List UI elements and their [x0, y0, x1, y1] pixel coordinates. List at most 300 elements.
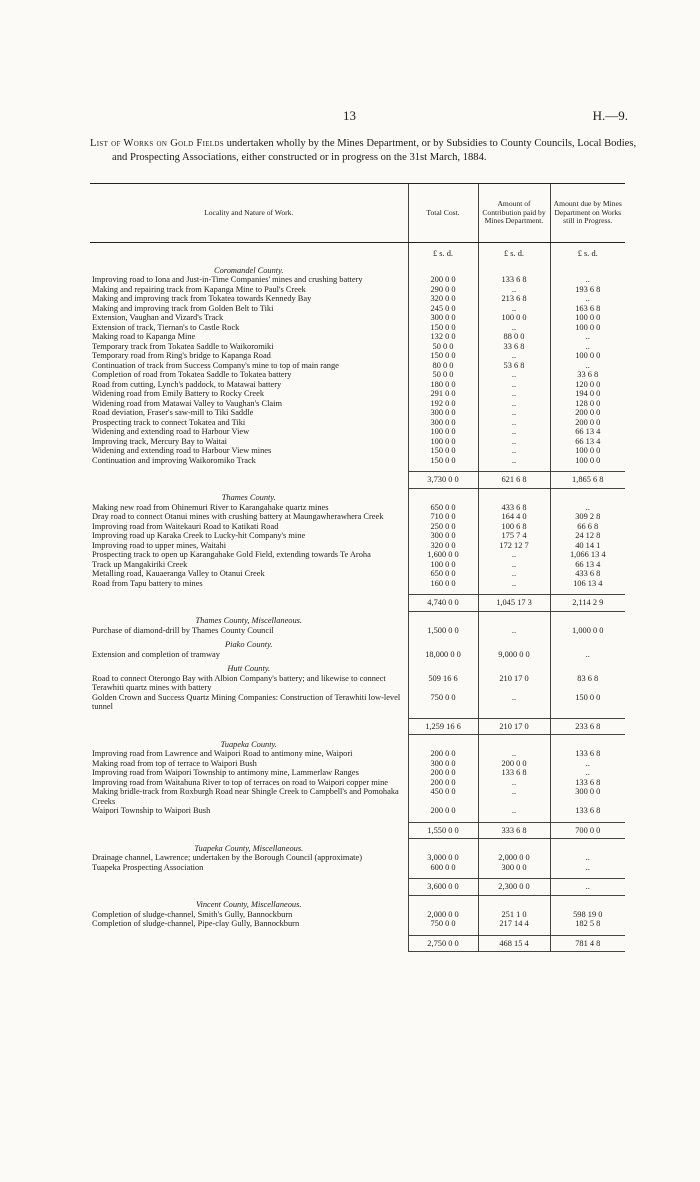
empty-cell [550, 611, 625, 626]
empty-cell [550, 635, 625, 650]
table-row [90, 650, 625, 660]
contribution-paid-cell: .. [478, 806, 550, 816]
total-cost-cell: 450 0 0 [408, 787, 478, 806]
section-total-row [90, 935, 625, 952]
header-locality: Locality and Nature of Work. [90, 184, 408, 243]
currency-total: £ s. d. [408, 243, 478, 261]
empty-cell [478, 635, 550, 650]
empty-cell [478, 261, 550, 276]
section-total-row [90, 879, 625, 896]
works-table-container [90, 183, 625, 952]
contribution-paid-cell: 2,000 0 0 [478, 853, 550, 863]
total-cost-cell: 1,600 0 0 [408, 550, 478, 560]
amount-due-cell: 182 5 8 [550, 919, 625, 929]
total-cost-cell: 200 0 0 [408, 806, 478, 816]
contribution-paid-cell: .. [478, 304, 550, 314]
amount-due-cell: .. [550, 650, 625, 660]
amount-due-cell: 598 19 0 [550, 910, 625, 920]
section-total-cost: 1,550 0 0 [408, 822, 478, 839]
work-description: Widening road from Matawai Valley to Vaughan's Claim [92, 398, 282, 408]
contribution-paid-cell: .. [478, 579, 550, 589]
section-heading-row [90, 635, 625, 650]
table-row [90, 863, 625, 873]
section-total-due: 1,865 6 8 [550, 472, 625, 489]
amount-due-cell: 66 13 4 [550, 560, 625, 570]
empty-cell [408, 839, 478, 854]
total-cost-cell: 290 0 0 [408, 285, 478, 295]
contribution-paid-cell: 53 6 8 [478, 361, 550, 371]
total-cost-cell: 3,000 0 0 [408, 853, 478, 863]
amount-due-cell: 193 6 8 [550, 285, 625, 295]
total-cost-cell: 200 0 0 [408, 768, 478, 778]
table-row [90, 749, 625, 759]
work-description: Dray road to connect Otanui mines with crushing battery at Maungawherawhera Creek [92, 512, 384, 521]
section-total-cost: 2,750 0 0 [408, 935, 478, 952]
total-cost-cell: 250 0 0 [408, 522, 478, 532]
work-description: Drainage channel, Lawrence; undertaken by the Borough Council (approximate) [92, 853, 362, 862]
amount-due-cell: .. [550, 503, 625, 513]
amount-due-cell: 309 2 8 [550, 512, 625, 522]
amount-due-cell: 66 13 4 [550, 427, 625, 437]
works-table [90, 183, 625, 952]
amount-due-cell: .. [550, 759, 625, 769]
section-heading: Tuapeka County. [220, 739, 277, 749]
work-description: Widening road from Emily Battery to Rocky Creek [92, 389, 265, 398]
amount-due-cell: .. [550, 853, 625, 863]
amount-due-cell: 433 6 8 [550, 569, 625, 579]
contribution-paid-cell: .. [478, 569, 550, 579]
page-number: 13 [343, 108, 356, 123]
work-description: Road to connect Oterongo Bay with Albion Company's battery; and likewise to connect Terawhiti quartz mines with battery [92, 673, 386, 692]
contribution-paid-cell: .. [478, 285, 550, 295]
contribution-paid-cell: .. [478, 437, 550, 447]
contribution-paid-cell: .. [478, 399, 550, 409]
table-row [90, 541, 625, 551]
total-cost-cell: 300 0 0 [408, 759, 478, 769]
work-description: Completion of sludge-channel, Smith's Gully, Bannockburn [92, 909, 293, 919]
contribution-paid-cell: 133 6 8 [478, 768, 550, 778]
contribution-paid-cell: 217 14 4 [478, 919, 550, 929]
work-description: Improving road to Iona and Just-in-Time Companies' mines and crushing battery [92, 275, 363, 284]
total-cost-cell: 750 0 0 [408, 693, 478, 712]
header-total-cost: Total Cost. [408, 184, 478, 243]
contribution-paid-cell: .. [478, 351, 550, 361]
empty-cell [408, 659, 478, 674]
empty-cell [478, 611, 550, 626]
work-description: Continuation and improving Waikoromiko Track [92, 455, 256, 465]
section-heading: Tuapeka County, Miscellaneous. [194, 843, 304, 853]
amount-due-cell: 100 0 0 [550, 313, 625, 323]
work-description: Road from Tapu battery to mines [92, 578, 203, 588]
amount-due-cell: 133 6 8 [550, 778, 625, 788]
work-description: Prospecting track to connect Tokatea and Tiki [92, 417, 246, 427]
total-cost-cell: 192 0 0 [408, 399, 478, 409]
empty-cell [550, 488, 625, 503]
title-rest: undertaken wholly by the Mines Department, or by Subsidies to County Councils, Local Bodies, and Prospecting Associations, either constructed or in progress on the 31st March, 1884. [112, 138, 637, 163]
work-description: Extension, Vaughan and Vizard's Track [92, 313, 224, 322]
table-row [90, 550, 625, 560]
amount-due-cell: 83 6 8 [550, 674, 625, 693]
total-cost-cell: 300 0 0 [408, 408, 478, 418]
section-total-due: 781 4 8 [550, 935, 625, 952]
table-row [90, 418, 625, 428]
work-description: Improving track, Mercury Bay to Waitai [92, 436, 227, 446]
work-description: Improving road from Waitekauri Road to Katikati Road [92, 521, 279, 531]
section-total-due: 2,114 2 9 [550, 595, 625, 612]
contribution-paid-cell: 433 6 8 [478, 503, 550, 513]
table-row [90, 275, 625, 285]
total-cost-cell: 50 0 0 [408, 342, 478, 352]
page-code: H.—9. [592, 108, 628, 123]
total-cost-cell: 750 0 0 [408, 919, 478, 929]
total-cost-cell: 150 0 0 [408, 446, 478, 456]
amount-due-cell: .. [550, 294, 625, 304]
section-heading-row [90, 261, 625, 276]
empty-cell [408, 488, 478, 503]
work-description: Improving road from Waitahuna River to top of terraces on road to Waipori copper mine [92, 777, 389, 787]
work-description: Temporary track from Tokatea Saddle to Waikoromiki [92, 341, 274, 351]
header-contribution-paid: Amount of Contribution paid by Mines Department. [478, 184, 550, 243]
amount-due-cell: 100 0 0 [550, 446, 625, 456]
work-description: Improving road from Lawrence and Waipori Road to antimony mine, Waipori [92, 749, 353, 758]
contribution-paid-cell: 9,000 0 0 [478, 650, 550, 660]
section-total-row [90, 822, 625, 839]
total-cost-cell: 600 0 0 [408, 863, 478, 873]
section-total-cost: 3,600 0 0 [408, 879, 478, 896]
total-cost-cell: 100 0 0 [408, 560, 478, 570]
work-description: Making and improving track from Golden Belt to Tiki [92, 303, 274, 313]
contribution-paid-cell: .. [478, 389, 550, 399]
amount-due-cell: 66 13 4 [550, 437, 625, 447]
empty-cell [550, 839, 625, 854]
empty-cell [550, 261, 625, 276]
total-cost-cell: 300 0 0 [408, 418, 478, 428]
currency-due: £ s. d. [550, 243, 625, 261]
table-row [90, 778, 625, 788]
work-description: Road deviation, Fraser's saw-mill to Tiki Saddle [92, 408, 254, 417]
table-row [90, 569, 625, 579]
total-cost-cell: 200 0 0 [408, 275, 478, 285]
section-heading: Coromandel County. [214, 265, 284, 275]
work-description: Making bridle-track from Roxburgh Road near Shingle Creek to Campbell's and Pomohaka Creeks [92, 787, 399, 806]
table-row [90, 342, 625, 352]
section-total-due: 700 0 0 [550, 822, 625, 839]
total-cost-cell: 180 0 0 [408, 380, 478, 390]
amount-due-cell: .. [550, 361, 625, 371]
amount-due-cell: 40 14 1 [550, 541, 625, 551]
work-description: Prospecting track to open up Karangahake Gold Field, extending towards Te Aroha [92, 550, 371, 559]
page-header [0, 108, 700, 124]
total-cost-cell: 200 0 0 [408, 778, 478, 788]
section-heading-row [90, 895, 625, 910]
total-cost-cell: 150 0 0 [408, 456, 478, 466]
amount-due-cell: 163 6 8 [550, 304, 625, 314]
work-description: Improving road from Waipori Township to antimony mine, Lammerlaw Ranges [92, 768, 359, 777]
section-total-due: .. [550, 879, 625, 896]
work-description: Completion of road from Tokatea Saddle to Tokatea battery [92, 370, 292, 379]
empty-cell [550, 659, 625, 674]
section-total-row [90, 472, 625, 489]
section-heading: Thames County, Miscellaneous. [195, 616, 303, 625]
currency-row [90, 243, 625, 261]
contribution-paid-cell: 164 4 0 [478, 512, 550, 522]
table-row [90, 910, 625, 920]
table-row [90, 285, 625, 295]
empty-cell [550, 895, 625, 910]
total-cost-cell: 300 0 0 [408, 531, 478, 541]
total-cost-cell: 245 0 0 [408, 304, 478, 314]
amount-due-cell: 1,000 0 0 [550, 626, 625, 636]
amount-due-cell: 1,066 13 4 [550, 550, 625, 560]
contribution-paid-cell: .. [478, 693, 550, 712]
table-row [90, 408, 625, 418]
empty-cell [408, 611, 478, 626]
work-description: Making and repairing track from Kapanga Mine to Paul's Creek [92, 284, 306, 294]
table-row [90, 806, 625, 816]
contribution-paid-cell: .. [478, 550, 550, 560]
section-heading-row [90, 611, 625, 626]
amount-due-cell: 66 6 8 [550, 522, 625, 532]
work-description: Making and improving track from Tokatea towards Kennedy Bay [92, 294, 312, 303]
table-row [90, 579, 625, 589]
table-row [90, 768, 625, 778]
table-row [90, 693, 625, 712]
table-row [90, 313, 625, 323]
work-description: Road from cutting, Lynch's paddock, to Matawai battery [92, 379, 282, 389]
table-row [90, 399, 625, 409]
table-row [90, 560, 625, 570]
contribution-paid-cell: .. [478, 323, 550, 333]
contribution-paid-cell: .. [478, 446, 550, 456]
total-cost-cell: 2,000 0 0 [408, 910, 478, 920]
work-description: Making new road from Ohinemuri River to Karangahake quartz mines [92, 502, 329, 512]
total-cost-cell: 1,500 0 0 [408, 626, 478, 636]
amount-due-cell: 120 0 0 [550, 380, 625, 390]
section-heading-row [90, 659, 625, 674]
section-heading-row [90, 488, 625, 503]
total-label-cell [90, 879, 408, 896]
amount-due-cell: 200 0 0 [550, 418, 625, 428]
total-cost-cell: 150 0 0 [408, 351, 478, 361]
amount-due-cell: 133 6 8 [550, 806, 625, 816]
amount-due-cell: .. [550, 863, 625, 873]
section-heading: Vincent County, Miscellaneous. [196, 900, 302, 909]
contribution-paid-cell: .. [478, 418, 550, 428]
section-heading-row [90, 735, 625, 750]
contribution-paid-cell: 133 6 8 [478, 275, 550, 285]
total-cost-cell: 710 0 0 [408, 512, 478, 522]
amount-due-cell: 100 0 0 [550, 323, 625, 333]
contribution-paid-cell: 210 17 0 [478, 674, 550, 693]
table-row [90, 437, 625, 447]
table-row [90, 427, 625, 437]
contribution-paid-cell: 88 0 0 [478, 332, 550, 342]
table-row [90, 351, 625, 361]
section-heading: Piako County. [225, 640, 273, 649]
table-row [90, 853, 625, 863]
work-description: Purchase of diamond-drill by Thames County Council [92, 625, 274, 635]
table-row [90, 759, 625, 769]
contribution-paid-cell: .. [478, 749, 550, 759]
contribution-paid-cell: .. [478, 560, 550, 570]
contribution-paid-cell: 300 0 0 [478, 863, 550, 873]
amount-due-cell: 100 0 0 [550, 351, 625, 361]
section-heading: Thames County. [221, 493, 276, 502]
total-label-cell [90, 935, 408, 952]
work-description: Track up Mangakiriki Creek [92, 559, 188, 569]
section-total-cost: 4,740 0 0 [408, 595, 478, 612]
table-row [90, 919, 625, 929]
empty-cell [478, 839, 550, 854]
amount-due-cell: .. [550, 768, 625, 778]
section-total-paid: 2,300 0 0 [478, 879, 550, 896]
empty-cell [478, 735, 550, 750]
table-row [90, 531, 625, 541]
total-cost-cell: 132 0 0 [408, 332, 478, 342]
contribution-paid-cell: 100 6 8 [478, 522, 550, 532]
total-cost-cell: 650 0 0 [408, 569, 478, 579]
section-total-due: 233 6 8 [550, 718, 625, 735]
header-amount-due: Amount due by Mines Department on Works still in Progress. [550, 184, 625, 243]
table-row [90, 456, 625, 466]
contribution-paid-cell: 175 7 4 [478, 531, 550, 541]
table-row [90, 626, 625, 636]
empty-cell [478, 895, 550, 910]
contribution-paid-cell: 172 12 7 [478, 541, 550, 551]
table-row [90, 446, 625, 456]
amount-due-cell: .. [550, 275, 625, 285]
work-description: Waipori Township to Waipori Bush [92, 806, 211, 815]
total-label-cell [90, 718, 408, 735]
amount-due-cell: 128 0 0 [550, 399, 625, 409]
total-cost-cell: 509 16 6 [408, 674, 478, 693]
contribution-paid-cell: 200 0 0 [478, 759, 550, 769]
total-cost-cell: 320 0 0 [408, 294, 478, 304]
total-cost-cell: 100 0 0 [408, 427, 478, 437]
total-cost-cell: 100 0 0 [408, 437, 478, 447]
document-title [90, 137, 642, 164]
amount-due-cell: 300 0 0 [550, 787, 625, 806]
table-row [90, 304, 625, 314]
amount-due-cell: 194 0 0 [550, 389, 625, 399]
total-cost-cell: 150 0 0 [408, 323, 478, 333]
total-cost-cell: 160 0 0 [408, 579, 478, 589]
contribution-paid-cell: 33 6 8 [478, 342, 550, 352]
currency-paid: £ s. d. [478, 243, 550, 261]
work-description: Completion of sludge-channel, Pipe-clay Gully, Bannockburn [92, 919, 300, 928]
amount-due-cell: 150 0 0 [550, 693, 625, 712]
empty-cell [408, 261, 478, 276]
total-label-cell [90, 595, 408, 612]
section-total-paid: 1,045 17 3 [478, 595, 550, 612]
total-cost-cell: 50 0 0 [408, 370, 478, 380]
contribution-paid-cell: 213 6 8 [478, 294, 550, 304]
work-description: Golden Crown and Success Quartz Mining Companies: Construction of Terawhiti low-level tunnel [92, 692, 401, 711]
work-description: Widening and extending road to Harbour View [92, 427, 250, 436]
amount-due-cell: .. [550, 342, 625, 352]
total-cost-cell: 200 0 0 [408, 749, 478, 759]
section-total-cost: 3,730 0 0 [408, 472, 478, 489]
contribution-paid-cell: .. [478, 626, 550, 636]
work-description: Extension and completion of tramway [92, 649, 220, 659]
work-description: Extension of track, Tiernan's to Castle Rock [92, 322, 240, 332]
work-description: Improving road up Karaka Creek to Lucky-hit Company's mine [92, 531, 306, 540]
section-total-paid: 621 6 8 [478, 472, 550, 489]
amount-due-cell: 133 6 8 [550, 749, 625, 759]
total-label-cell [90, 472, 408, 489]
table-row [90, 674, 625, 693]
work-description: Tuapeka Prospecting Association [92, 862, 204, 872]
title-prefix: List of Works on Gold Fields [90, 138, 224, 149]
contribution-paid-cell: .. [478, 408, 550, 418]
table-row [90, 323, 625, 333]
contribution-paid-cell: 100 0 0 [478, 313, 550, 323]
contribution-paid-cell: .. [478, 427, 550, 437]
section-total-row [90, 718, 625, 735]
table-row [90, 522, 625, 532]
table-row [90, 512, 625, 522]
empty-cell [408, 735, 478, 750]
work-description: Temporary road from Ring's bridge to Kapanga Road [92, 351, 271, 360]
section-total-row [90, 595, 625, 612]
work-description: Making road to Kapanga Mine [92, 332, 196, 341]
contribution-paid-cell: .. [478, 778, 550, 788]
total-cost-cell: 80 0 0 [408, 361, 478, 371]
amount-due-cell: 106 13 4 [550, 579, 625, 589]
empty-cell [408, 895, 478, 910]
table-row [90, 370, 625, 380]
section-total-cost: 1,259 16 6 [408, 718, 478, 735]
total-cost-cell: 320 0 0 [408, 541, 478, 551]
amount-due-cell: 33 6 8 [550, 370, 625, 380]
table-row [90, 361, 625, 371]
section-heading-row [90, 839, 625, 854]
amount-due-cell: 200 0 0 [550, 408, 625, 418]
contribution-paid-cell: 251 1 0 [478, 910, 550, 920]
table-row [90, 503, 625, 513]
amount-due-cell: .. [550, 332, 625, 342]
section-total-paid: 468 15 4 [478, 935, 550, 952]
contribution-paid-cell: .. [478, 787, 550, 806]
total-cost-cell: 291 0 0 [408, 389, 478, 399]
section-heading: Hutt County. [227, 664, 271, 673]
work-description: Making road from top of terrace to Waipori Bush [92, 758, 257, 768]
amount-due-cell: 100 0 0 [550, 456, 625, 466]
work-description: Continuation of track from Success Company's mine to top of main range [92, 360, 339, 370]
total-label-cell [90, 822, 408, 839]
total-cost-cell: 18,000 0 0 [408, 650, 478, 660]
table-row [90, 332, 625, 342]
work-description: Metalling road, Kauaeranga Valley to Otanui Creek [92, 569, 265, 578]
total-cost-cell: 300 0 0 [408, 313, 478, 323]
empty-cell [550, 735, 625, 750]
total-cost-cell: 650 0 0 [408, 503, 478, 513]
table-row [90, 389, 625, 399]
empty-cell [478, 488, 550, 503]
contribution-paid-cell: .. [478, 456, 550, 466]
empty-cell [408, 635, 478, 650]
contribution-paid-cell: .. [478, 380, 550, 390]
empty-cell [478, 659, 550, 674]
table-row [90, 787, 625, 806]
amount-due-cell: 24 12 8 [550, 531, 625, 541]
table-row [90, 294, 625, 304]
section-total-paid: 210 17 0 [478, 718, 550, 735]
table-row [90, 380, 625, 390]
work-description: Improving road to upper mines, Waitahi [92, 540, 227, 550]
contribution-paid-cell: .. [478, 370, 550, 380]
section-total-paid: 333 6 8 [478, 822, 550, 839]
